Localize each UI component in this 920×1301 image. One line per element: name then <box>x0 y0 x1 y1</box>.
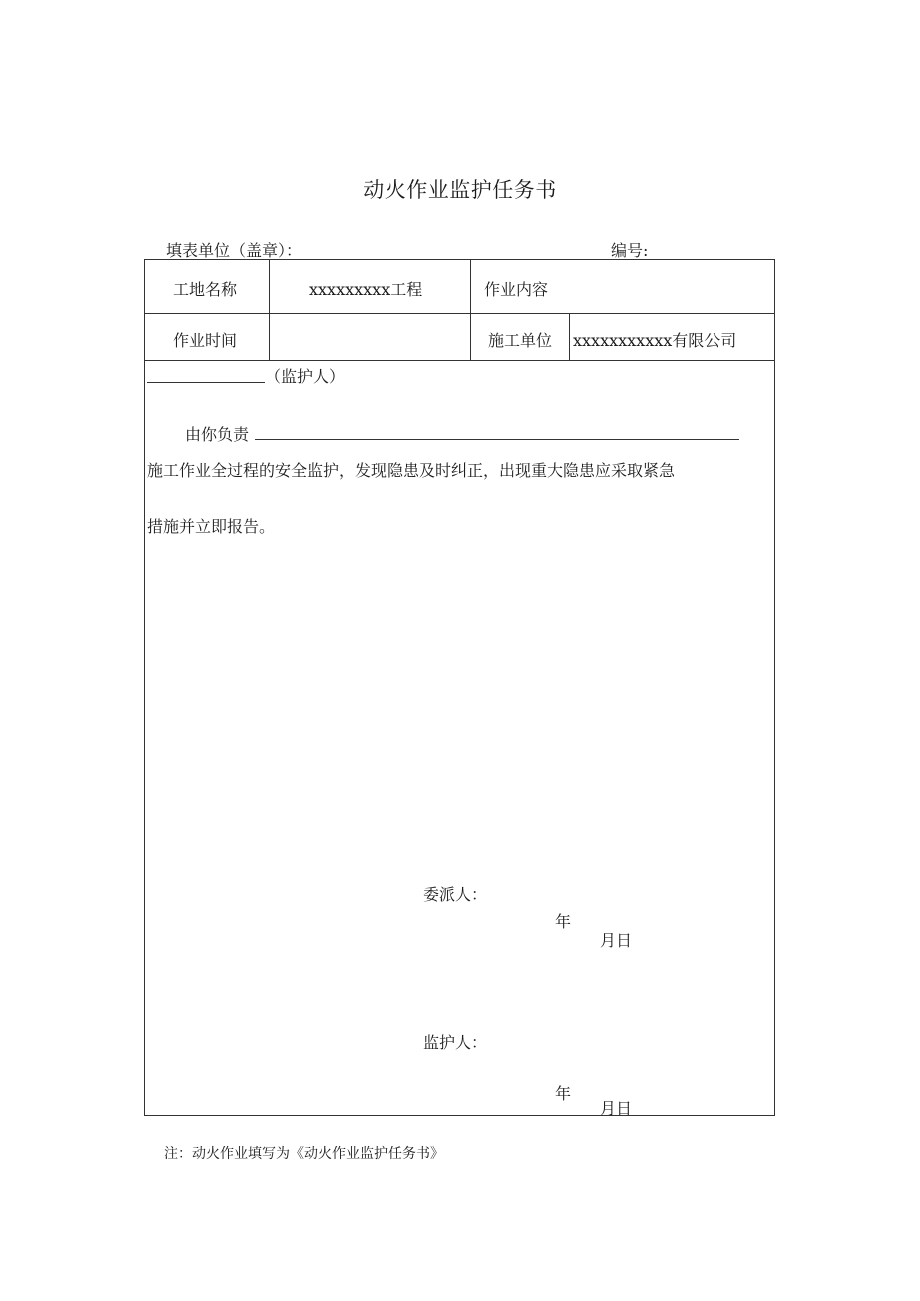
work-time-label: 作业时间 <box>173 331 238 350</box>
form-table <box>144 259 775 1116</box>
document-title: 动火作业监护任务书 <box>363 178 557 202</box>
row-divider <box>145 313 774 314</box>
guardian-suffix: （监护人） <box>265 367 346 386</box>
column-divider <box>470 260 471 360</box>
serial-number-label: 编号: <box>611 241 649 260</box>
guardian-year: 年 <box>555 1084 572 1103</box>
row-divider <box>145 360 774 361</box>
guardian-label: 监护人： <box>423 1033 488 1052</box>
instruction-line-2: 措施并立即报告。 <box>147 517 276 536</box>
construction-unit-label: 施工单位 <box>488 331 553 350</box>
responsible-blank[interactable] <box>255 439 739 440</box>
filling-unit-label: 填表单位（盖章）： <box>166 241 303 260</box>
site-name-label: 工地名称 <box>173 280 238 299</box>
construction-unit-value[interactable]: xxxxxxxxxxx有限公司 <box>573 331 737 350</box>
footnote: 注：动火作业填写为《动火作业监护任务书》 <box>164 1146 444 1162</box>
site-name-value[interactable]: xxxxxxxxx工程 <box>309 280 423 299</box>
guardian-month-day: 月日 <box>600 1099 633 1118</box>
assigner-month-day: 月日 <box>600 931 633 950</box>
column-divider <box>569 313 570 360</box>
assigner-year: 年 <box>555 912 572 931</box>
instruction-line-1: 施工作业全过程的安全监护，发现隐患及时纠正，出现重大隐患应采取紧急 <box>147 461 676 480</box>
column-divider <box>269 260 270 360</box>
responsible-prefix: 由你负责 <box>185 425 250 444</box>
assigner-label: 委派人： <box>423 885 488 904</box>
guardian-name-blank[interactable] <box>147 382 265 383</box>
work-content-label: 作业内容 <box>484 280 549 299</box>
